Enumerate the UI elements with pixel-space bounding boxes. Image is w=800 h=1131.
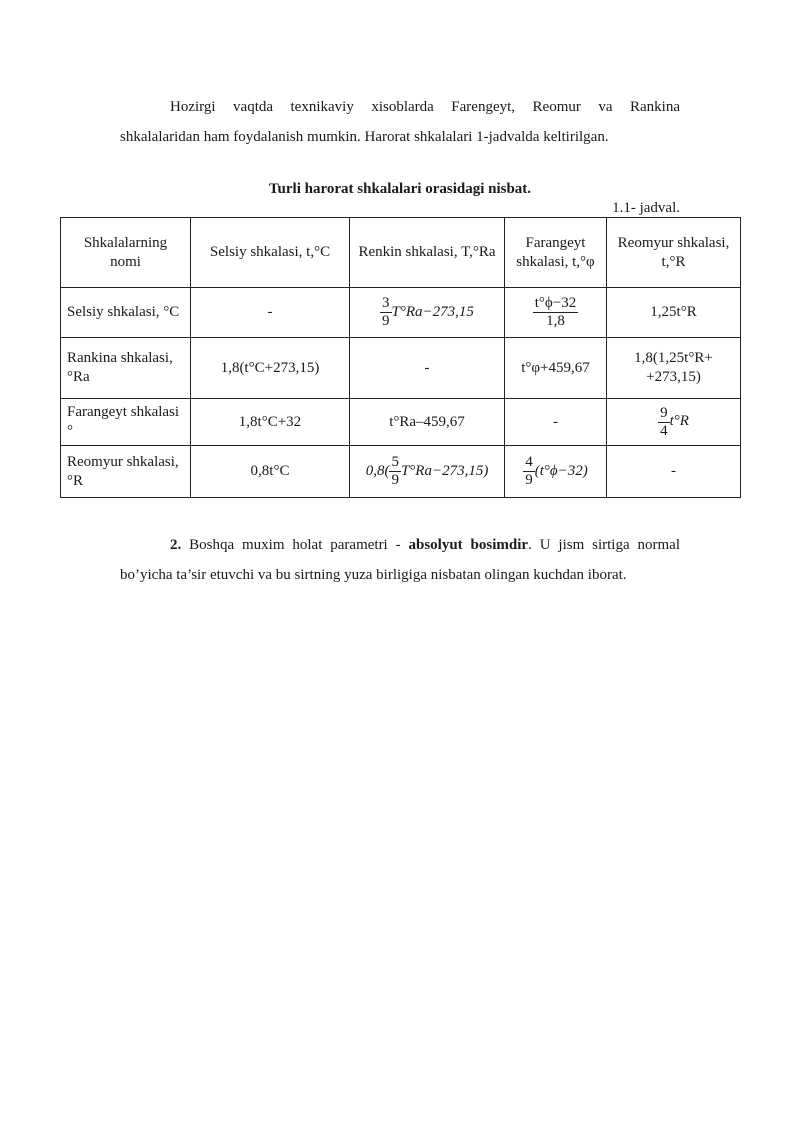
table-cell: - <box>607 446 741 498</box>
formula <box>365 454 489 488</box>
denominator: 4 <box>660 422 668 439</box>
header-cell: Farangeyt shkalasi, t,°φ <box>505 218 607 288</box>
paragraph-number: 2. <box>170 537 182 553</box>
table-row <box>61 338 741 399</box>
fraction <box>523 454 535 489</box>
table-row <box>61 399 741 446</box>
formula-cell <box>350 288 505 338</box>
formula <box>380 295 474 329</box>
fraction <box>380 295 392 330</box>
formula-prefix: 0,8( <box>365 462 390 479</box>
table-row <box>61 288 741 338</box>
numerator: t°ϕ−32 <box>534 295 577 311</box>
cell-line-1: 1,8(1,25t°R+ <box>634 350 713 366</box>
denominator: 1,8 <box>546 313 565 329</box>
formula-cell <box>350 446 505 498</box>
intro-paragraph <box>120 92 680 152</box>
paragraph-text: Boshqa muxim holat parametri - <box>181 537 409 553</box>
intro-line-2: shkalalaridan ham foydalanish mumkin. Harorat shkalalari 1-jadvalda keltirilgan. <box>120 129 609 145</box>
header-cell: Reomyur shkalasi, t,°R <box>607 218 741 288</box>
header-cell: Selsiy shkalasi, t,°C <box>191 218 350 288</box>
table-cell: - <box>191 288 350 338</box>
denominator: 9 <box>382 313 390 329</box>
formula-cell <box>607 399 741 446</box>
row-header: Farangeyt shkalasi ° <box>61 399 191 446</box>
table-cell: t°Ra–459,67 <box>350 399 505 446</box>
paragraph-bold-term: absolyut bosimdir <box>408 537 529 553</box>
header-cell: Renkin shkalasi, T,°Ra <box>350 218 505 288</box>
denominator: 9 <box>391 472 399 488</box>
table-cell: 1,8t°C+32 <box>191 399 350 446</box>
formula-rest: t°R <box>669 413 689 430</box>
row-header: Reomyur shkalasi, °R <box>61 446 191 498</box>
numerator: 4 <box>525 454 533 470</box>
formula-rest: T°Ra−273,15 <box>391 303 474 320</box>
paragraph-2 <box>120 530 680 590</box>
table-cell: - <box>350 338 505 399</box>
table-cell: 1,8(t°C+273,15) <box>191 338 350 399</box>
formula-cell <box>505 446 607 498</box>
table-header-row <box>61 218 741 288</box>
row-header: Rankina shkalasi, °Ra <box>61 338 191 399</box>
fraction <box>533 295 579 330</box>
fraction <box>389 454 401 489</box>
formula-cell <box>505 288 607 338</box>
paragraph-2-line-1 <box>120 530 680 560</box>
numerator: 5 <box>391 454 399 470</box>
formula <box>523 454 588 488</box>
table-cell: - <box>505 399 607 446</box>
table-cell: t°φ+459,67 <box>505 338 607 399</box>
header-cell: Shkalalarning nomi <box>61 218 191 288</box>
table-row <box>61 446 741 498</box>
cell-line-2: +273,15) <box>646 369 701 385</box>
row-header: Selsiy shkalasi, °C <box>61 288 191 338</box>
intro-line-1: Hozirgi vaqtda texnikaviy xisoblarda Farengeyt, Reomur va Rankina <box>170 99 680 115</box>
table-title: Turli harorat shkalalari orasidagi nisbat. <box>268 181 532 197</box>
formula-rest: (t°ϕ−32) <box>534 462 588 479</box>
table-cell <box>607 338 741 399</box>
numerator: 9 <box>660 404 668 421</box>
formula-rest: T°Ra−273,15) <box>400 462 489 479</box>
table-number: 1.1- jadval. <box>612 200 680 216</box>
fraction <box>658 405 670 440</box>
paragraph-text: . U jism sirtiga normal <box>528 537 680 553</box>
formula <box>658 404 689 439</box>
table-cell: 1,25t°R <box>607 288 741 338</box>
numerator: 3 <box>382 295 390 311</box>
denominator: 9 <box>525 472 533 488</box>
paragraph-2-line-2: bo’yicha ta’sir etuvchi va bu sirtning yuza birligiga nisbatan olingan kuchdan iborat. <box>120 567 627 583</box>
temperature-scales-table <box>60 217 741 498</box>
table-cell: 0,8t°C <box>191 446 350 498</box>
